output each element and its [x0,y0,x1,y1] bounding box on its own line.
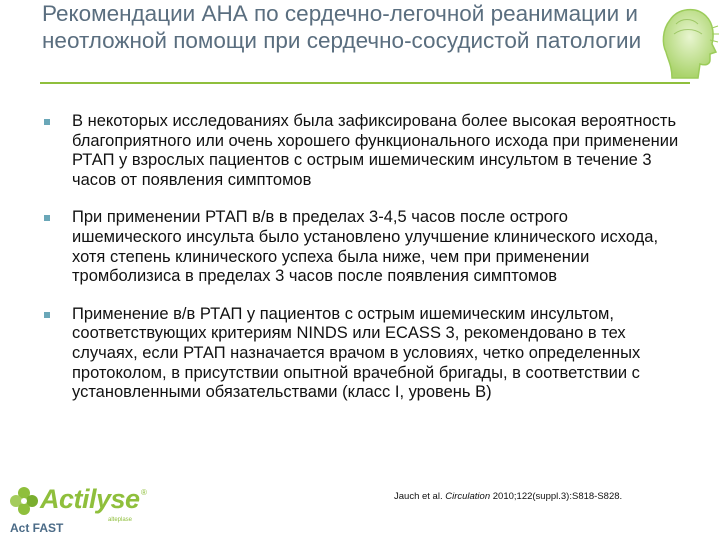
bullet-text: Применение в/в РТАП у пациентов с острым ишемическим инсультом, соответствующих критериям NINDS или ECASS 3, рекомендовано в тех случаях, если РТАП назначается врачом в условиях, четко определенных протоколом, в присутствии опытной врачебной бригады, в соответствии с установленными обязательствами (класс I, уровень B) [72,304,641,402]
square-bullet-icon [44,312,50,318]
brand-registered-mark: ® [141,488,147,497]
citation-details: 2010;122(suppl.3):S818-S828. [490,491,623,502]
bullet-list [42,112,682,421]
list-item [42,305,682,403]
citation [394,491,622,502]
title-divider [40,82,690,84]
bullet-text: В некоторых исследованиях была зафиксирована более высокая вероятность благоприятного или очень хорошего функционального исхода при применении РТАП у взрослых пациентов с острым ишемическим инсультом в течение 3 часов от появления симптомов [72,112,679,189]
square-bullet-icon [44,215,50,221]
brand-name: Actilyse [40,484,140,514]
square-bullet-icon [44,119,50,125]
citation-authors: Jauch et al. [394,491,446,502]
list-item [42,112,682,190]
flower-leaf-icon [8,484,40,518]
list-item [42,208,682,286]
citation-journal: Circulation [445,491,491,502]
brand-subtitle: alteplase [108,517,133,523]
brand-logo [8,484,158,536]
page-title: Рекомендации АНА по сердечно-легочной реанимации и неотложной помощи при сердечно-сосудистой патологии [42,1,642,53]
human-head-profile-icon [652,0,720,82]
bullet-text: При применении РТАП в/в в пределах 3-4,5 часов после острого ишемического инсульта было установлено улучшение клинического исхода, хотя степень клинического успеха была ниже, чем при применении тромболизиса в пределах 3 часов после появления симптомов [72,208,659,286]
brand-tagline: Act FAST [10,521,64,535]
